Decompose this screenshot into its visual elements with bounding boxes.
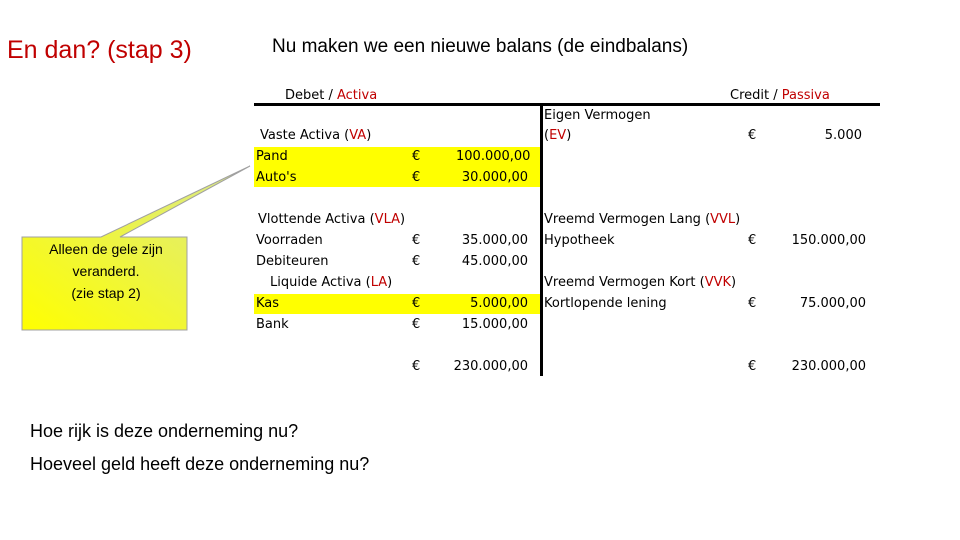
currency-symbol: € bbox=[748, 296, 757, 311]
debet-item-amount: 45.000,00 bbox=[461, 254, 528, 269]
vaste-activa-heading: Vaste Activa (VA) bbox=[260, 128, 372, 143]
credit-item-amount: 150.000,00 bbox=[791, 233, 866, 248]
callout-line-2: veranderd. bbox=[72, 263, 140, 279]
debet-total: 230.000,00 bbox=[453, 359, 528, 374]
debet-header: Debet / Activa bbox=[285, 88, 378, 103]
currency-symbol: € bbox=[412, 317, 421, 332]
debet-item-amount: 5.000,00 bbox=[470, 296, 528, 311]
currency-symbol: € bbox=[412, 359, 421, 374]
slide-subtitle: Nu maken we een nieuwe balans (de eindbalans) bbox=[272, 36, 689, 57]
debet-item-label: Auto's bbox=[256, 170, 297, 185]
debet-item-label: Kas bbox=[256, 296, 280, 311]
debet-item-amount: 30.000,00 bbox=[461, 170, 528, 185]
credit-total: 230.000,00 bbox=[791, 359, 866, 374]
ev-amount: 5.000 bbox=[824, 128, 862, 143]
callout-text bbox=[25, 238, 187, 330]
t-account-divider bbox=[540, 103, 543, 376]
currency-symbol: € bbox=[412, 296, 421, 311]
question-1: Hoe rijk is deze onderneming nu? bbox=[30, 421, 299, 441]
debet-item-label: Pand bbox=[256, 149, 288, 164]
callout-line-1: Alleen de gele zijn bbox=[49, 241, 163, 257]
debet-item-amount: 15.000,00 bbox=[461, 317, 528, 332]
debet-item-label: Bank bbox=[256, 317, 289, 332]
currency-symbol: € bbox=[412, 149, 421, 164]
slide-title: En dan? (stap 3) bbox=[7, 36, 192, 64]
ev-heading-line2: (EV) bbox=[544, 128, 572, 143]
ev-heading-line1: Eigen Vermogen bbox=[544, 108, 651, 123]
credit-item-amount: 75.000,00 bbox=[799, 296, 866, 311]
t-account-top-line bbox=[254, 103, 880, 106]
currency-symbol: € bbox=[412, 233, 421, 248]
currency-symbol: € bbox=[412, 170, 421, 185]
vvk-heading: Vreemd Vermogen Kort (VVK) bbox=[544, 275, 737, 290]
liquide-activa-heading: Liquide Activa (LA) bbox=[270, 275, 393, 290]
debet-item-amount: 35.000,00 bbox=[461, 233, 528, 248]
currency-symbol: € bbox=[412, 254, 421, 269]
currency-symbol: € bbox=[748, 359, 757, 374]
credit-header: Credit / Passiva bbox=[730, 88, 830, 103]
vlottende-activa-heading: Vlottende Activa (VLA) bbox=[258, 212, 406, 227]
callout-line-3: (zie stap 2) bbox=[71, 285, 141, 301]
debet-item-label: Voorraden bbox=[256, 233, 323, 248]
credit-item-label: Hypotheek bbox=[544, 233, 615, 248]
credit-item-label: Kortlopende lening bbox=[544, 296, 667, 311]
debet-item-amount: 100.000,00 bbox=[456, 149, 531, 164]
question-2: Hoeveel geld heeft deze onderneming nu? bbox=[30, 454, 370, 474]
currency-symbol: € bbox=[748, 233, 757, 248]
vvl-heading: Vreemd Vermogen Lang (VVL) bbox=[544, 212, 741, 227]
debet-item-label: Debiteuren bbox=[256, 254, 329, 269]
currency-symbol: € bbox=[748, 128, 757, 143]
